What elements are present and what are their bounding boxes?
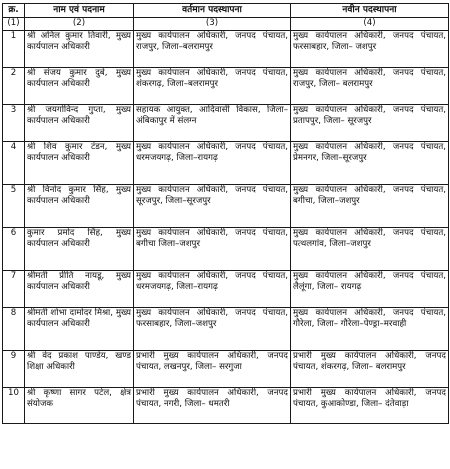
current-posting-cell: मुख्य कार्यपालन अधिकारी, जनपद पंचायत, धरमजयगढ़, जिला–रायगढ़	[134, 271, 291, 308]
name-cell: श्री कृष्णा सागर पटेल, क्षेत्र संयोजक	[25, 388, 134, 424]
new-posting-cell: प्रभारी मुख्य कार्यपालन अधिकारी, जनपद पंचायत, शंकरगढ़, जिला– बलरामपुर	[291, 351, 449, 388]
current-posting-cell: मुख्य कार्यपालन अधिकारी, जनपद पंचायत, शंकरगढ़, जिला–बलरामपुर	[134, 68, 291, 105]
current-posting-cell: मुख्य कार्यपालन अधिकारी, जनपद पंचायत, धरमजयगढ़, जिला–रायगढ़	[134, 142, 291, 185]
header-serial: क्र.	[3, 4, 25, 18]
new-posting-cell: मुख्य कार्यपालन अधिकारी, जनपद पंचायत, पत्थलगांव, जिला–जशपुर	[291, 228, 449, 271]
serial-cell: 2	[3, 68, 25, 105]
header-row	[3, 4, 449, 18]
header-new-posting: नवीन पदस्थापना	[291, 4, 449, 18]
current-posting-cell: सहायक आयुक्त, आदिवासी विकास, जिला– अंबिकापुर में संलग्न	[134, 105, 291, 142]
current-posting-cell: मुख्य कार्यपालन अधिकारी, जनपद पंचायत, सूरजपुर, जिला–सूरजपुर	[134, 185, 291, 228]
table-row	[3, 351, 449, 388]
current-posting-cell: मुख्य कार्यपालन अधिकारी, जनपद पंचायत, बगीचा जिला–जशपुर	[134, 228, 291, 271]
serial-cell: 3	[3, 105, 25, 142]
column-number: (2)	[25, 18, 134, 31]
serial-cell: 1	[3, 31, 25, 68]
current-posting-cell: प्रभारी मुख्य कार्यपालन अधिकारी, जनपद पंचायत, लखनपुर, जिला– सरगुजा	[134, 351, 291, 388]
new-posting-cell: मुख्य कार्यपालन अधिकारी, जनपद पंचायत, लैलूंगा, जिला– रायगढ़	[291, 271, 449, 308]
new-posting-cell: मुख्य कार्यपालन अधिकारी, जनपद पंचायत, प्रतापपुर, जिला– सूरजपुर	[291, 105, 449, 142]
name-cell: श्रीमती शोभा दामोदर मिश्रा, मुख्य कार्यपालन अधिकारी	[25, 308, 134, 351]
transfer-order-document	[2, 3, 448, 465]
serial-cell: 8	[3, 308, 25, 351]
name-cell: श्री विनोद कुमार सिंह, मुख्य कार्यपालन अधिकारी	[25, 185, 134, 228]
new-posting-cell: मुख्य कार्यपालन अधिकारी, जनपद पंचायत, फरसाबहार, जिला– जशपुर	[291, 31, 449, 68]
column-number: (1)	[3, 18, 25, 31]
table-row	[3, 271, 449, 308]
current-posting-cell: मुख्य कार्यपालन अधिकारी, जनपद पंचायत, फरसाबहार, जिला–जशपुर	[134, 308, 291, 351]
table-row	[3, 31, 449, 68]
new-posting-cell: मुख्य कार्यपालन अधिकारी, जनपद पंचायत, बगीचा, जिला–जशपुर	[291, 185, 449, 228]
new-posting-cell: प्रभारी मुख्य कार्यपालन अधिकारी, जनपद पंचायत, कुआकोण्डा, जिला– दंतेवाड़ा	[291, 388, 449, 424]
name-cell: श्री शिव कुमार टंडन, मुख्य कार्यपालन अधिकारी	[25, 142, 134, 185]
table-row	[3, 388, 449, 424]
header-current-posting: वर्तमान पदस्थापना	[134, 4, 291, 18]
table-row	[3, 308, 449, 351]
serial-cell: 9	[3, 351, 25, 388]
header-name: नाम एवं पदनाम	[25, 4, 134, 18]
table-body	[3, 18, 449, 424]
current-posting-cell: मुख्य कार्यपालन अधिकारी, जनपद पंचायत, राजपुर, जिला–बलरामपुर	[134, 31, 291, 68]
table-row	[3, 68, 449, 105]
name-cell: श्रीमती प्रीति नायडू, मुख्य कार्यपालन अधिकारी	[25, 271, 134, 308]
serial-cell: 10	[3, 388, 25, 424]
column-number: (3)	[134, 18, 291, 31]
table-row	[3, 105, 449, 142]
serial-cell: 4	[3, 142, 25, 185]
table-row	[3, 228, 449, 271]
posting-table	[2, 3, 449, 424]
name-cell: श्री अनिल कुमार तिवारी, मुख्य कार्यपालन अधिकारी	[25, 31, 134, 68]
new-posting-cell: मुख्य कार्यपालन अधिकारी, जनपद पंचायत, राजपुर, जिला– बलरामपुर	[291, 68, 449, 105]
name-cell: कुमार प्रमोद सिंह, मुख्य कार्यपालन अधिकारी	[25, 228, 134, 271]
new-posting-cell: मुख्य कार्यपालन अधिकारी, जनपद पंचायत, प्रेमनगर, जिला–सूरजपुर	[291, 142, 449, 185]
serial-cell: 6	[3, 228, 25, 271]
table-row	[3, 142, 449, 185]
new-posting-cell: मुख्य कार्यपालन अधिकारी, जनपद पंचायत, गौरेला, जिला– गौरेला–पेण्ड्रा–मरवाही	[291, 308, 449, 351]
table-row	[3, 185, 449, 228]
column-number: (4)	[291, 18, 449, 31]
name-cell: श्री जयगोविन्द गुप्ता, मुख्य कार्यपालन अधिकारी	[25, 105, 134, 142]
column-number-row	[3, 18, 449, 31]
name-cell: श्री वेद प्रकाश पाण्डेय, खण्ड शिक्षा अधिकारी	[25, 351, 134, 388]
current-posting-cell: प्रभारी मुख्य कार्यपालन अधिकारी, जनपद पंचायत, नगरी, जिला– धमतरी	[134, 388, 291, 424]
name-cell: श्री संजय कुमार दुबे, मुख्य कार्यपालन अधिकारी	[25, 68, 134, 105]
serial-cell: 5	[3, 185, 25, 228]
serial-cell: 7	[3, 271, 25, 308]
